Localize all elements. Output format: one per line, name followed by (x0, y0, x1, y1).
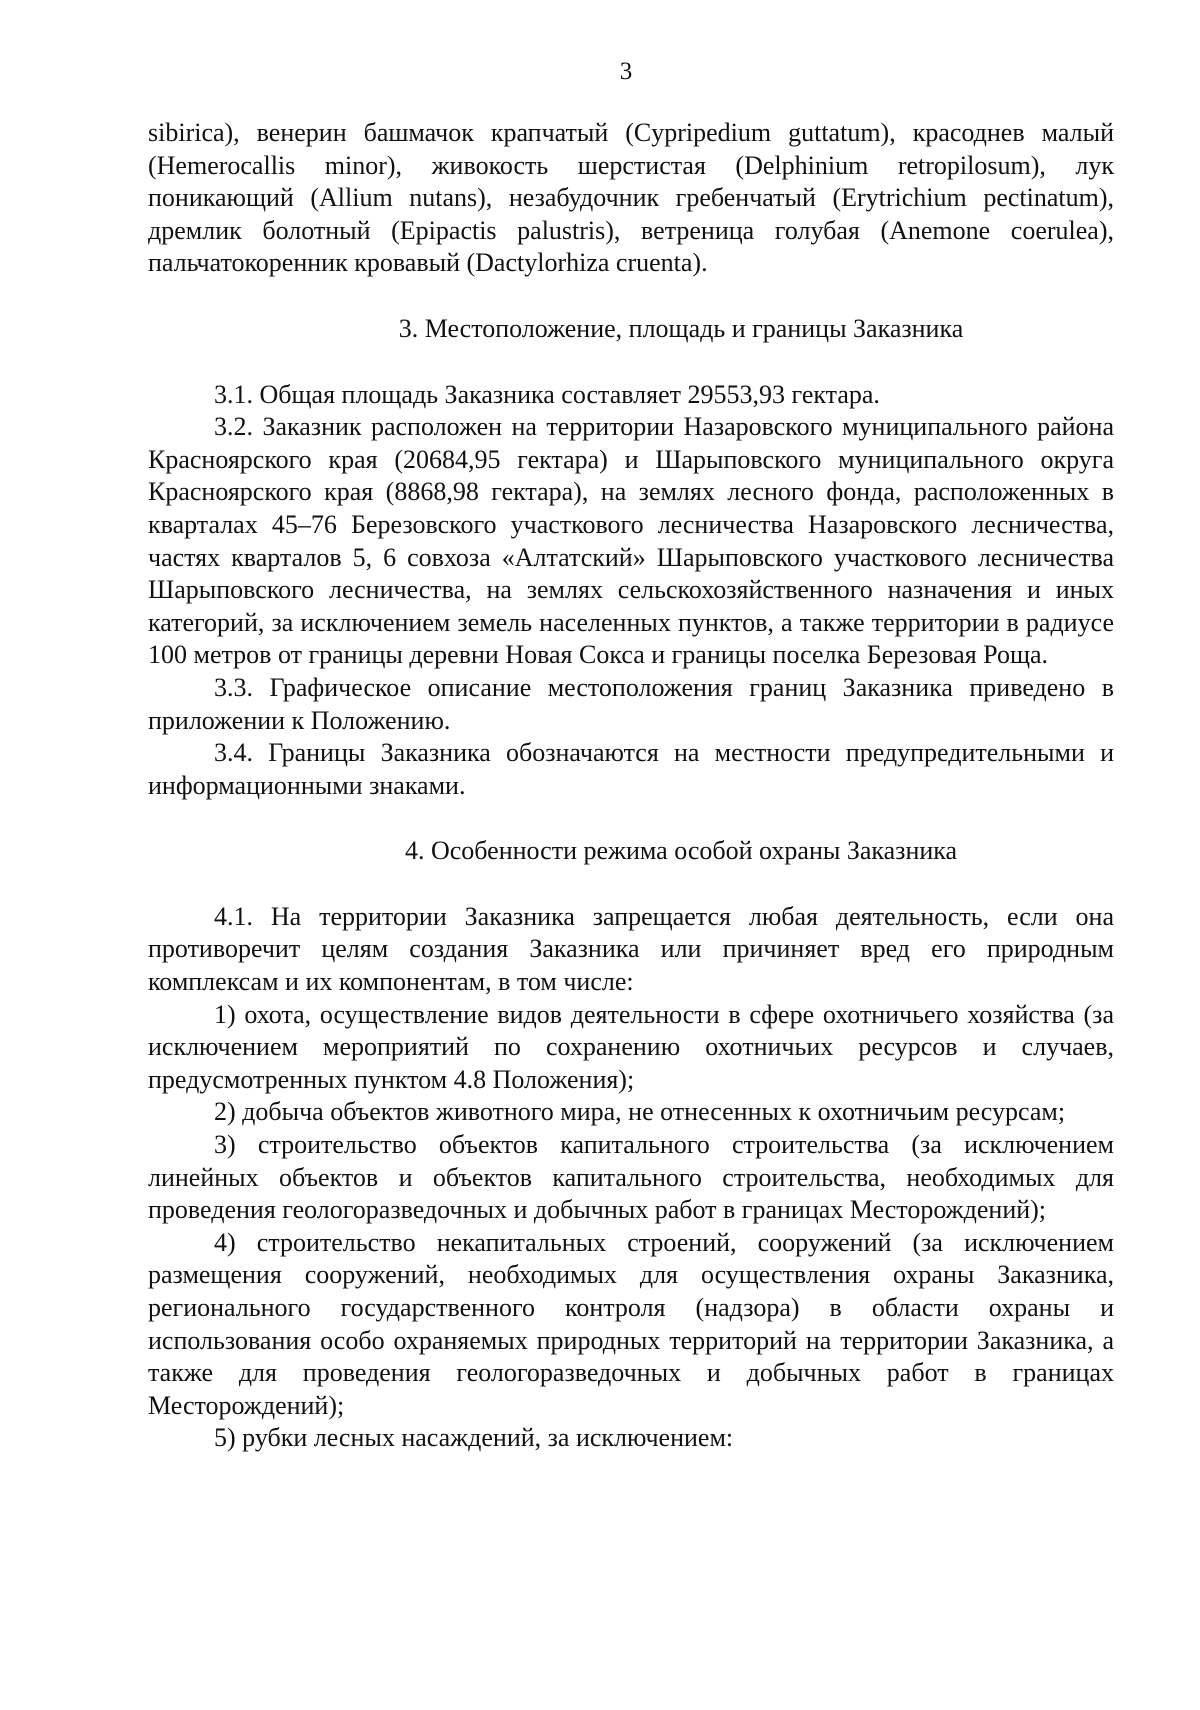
section-4-heading: 4. Особенности режима особой охраны Заказника (404, 836, 958, 866)
clause-3-4: 3.4. Границы Заказника обозначаются на местности предупредительными и информационными знаками. (148, 738, 1114, 800)
list-item-4: 4) строительство некапитальных строений, сооружений (за исключением размещения сооружений, необходимых для осуществления охраны Заказника, регионального государственного контроля (надзора) в области охраны и использования особо охраняемых природных территорий на территории Заказника, а также для проведения геологоразведочных и добычных работ в границах Месторождений); (148, 1227, 1114, 1420)
clause-3-3: 3.3. Графическое описание местоположения границ Заказника приведено в приложении к Положению. (148, 672, 1114, 735)
list-item-2: 2) добыча объектов животного мира, не отнесенных к охотничьим ресурсам; (214, 1097, 1066, 1127)
document-body (148, 117, 1114, 1455)
list-item-5: 5) рубки лесных насаждений, за исключением: (214, 1423, 734, 1453)
clause-3-1: 3.1. Общая площадь Заказника составляет 29553,93 гектара. (214, 379, 880, 409)
section-3-heading: 3. Местоположение, площадь и границы Заказника (398, 313, 964, 343)
page-number: 3 (619, 58, 633, 85)
list-item-3: 3) строительство объектов капитального строительства (за исключением линейных объектов и объектов капитального строительства, необходимых для проведения геологоразведочных и добычных работ в границах Месторождений); (148, 1130, 1114, 1225)
species-list-continuation: sibirica), венерин башмачок крапчатый (Cypripedium guttatum), красоднев малый (Hemerocallis minor), живокость шерстистая (Delphinium retropilosum), лук поникающий (Allium nutans), незабудочник гребенчатый (Erytrichium pectinatum), дремлик болотный (Epipactis palustris), ветреница голубая (Anemone coerulea), пальчатокоренник кровавый (Dactylorhiza cruenta). (148, 118, 1114, 278)
clause-3-2: 3.2. Заказник расположен на территории Назаровского муниципального района Красноярского края (20684,95 гектара) и Шарыповского муниципального округа Красноярского края (8868,98 гектара), на землях лесного фонда, расположенных в кварталах 45–76 Березовского участкового лесничества Назаровского лесничества, частях кварталов 5, 6 совхоза «Алтатский» Шарыповского участкового лесничества Шарыповского лесничества, на землях сельскохозяйственного назначения и иных категорий, за исключением земель населенных пунктов, а также территории в радиусе 100 метров от границы деревни Новая Сокса и границы поселка Березовая Роща. (148, 412, 1114, 670)
clause-4-1: 4.1. На территории Заказника запрещается любая деятельность, если она противоречит целям создания Заказника или причиняет вред его природным комплексам и их компонентам, в том числе: (148, 901, 1114, 997)
list-item-1: 1) охота, осуществление видов деятельности в сфере охотничьего хозяйства (за исключением мероприятий по сохранению охотничьих ресурсов и случаев, предусмотренных пунктом 4.8 Положения); (148, 999, 1114, 1094)
